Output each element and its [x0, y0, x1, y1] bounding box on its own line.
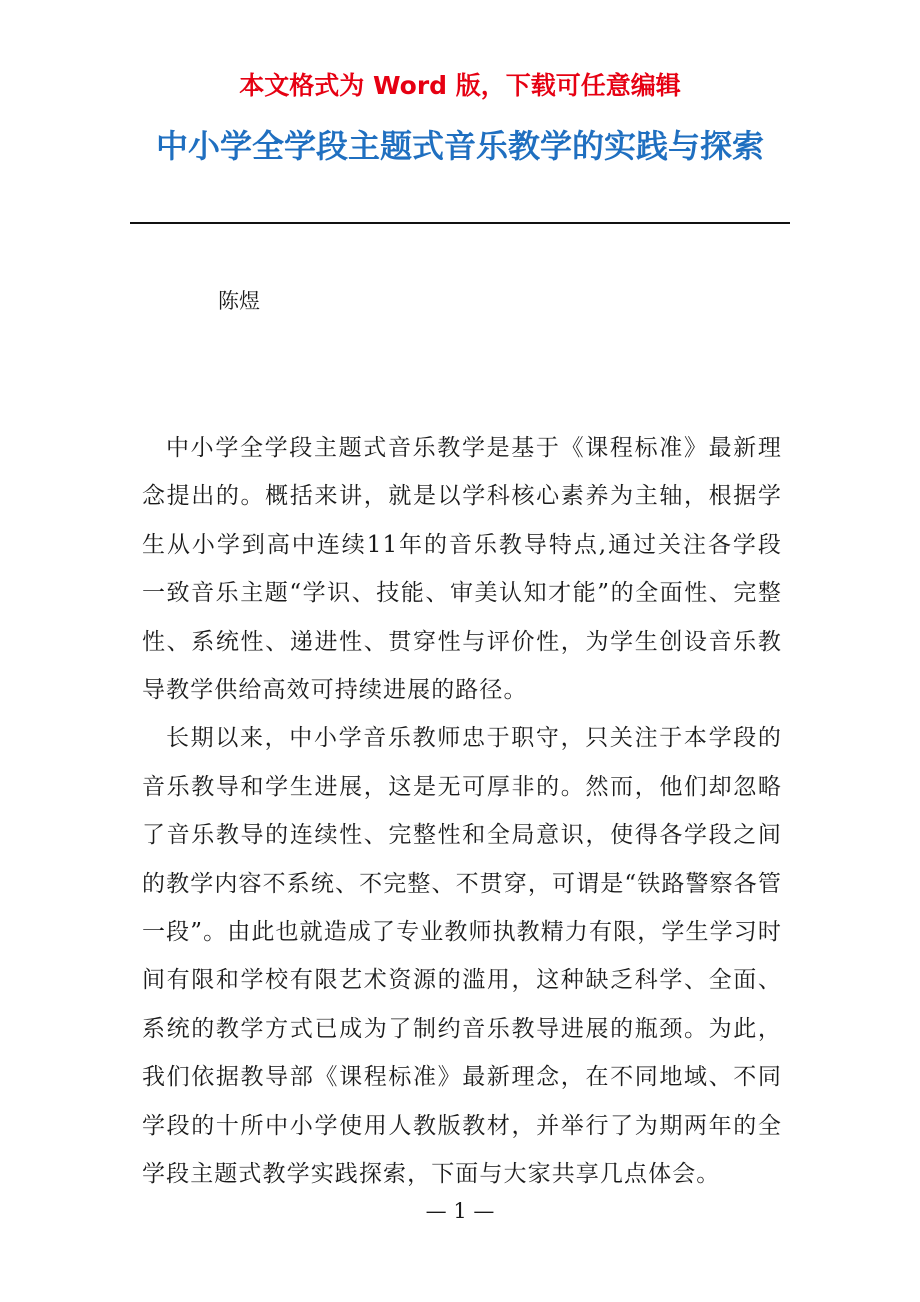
page-number: — 1 — [425, 1199, 495, 1223]
paragraph-intro: 中小学全学段主题式音乐教学是基于《课程标准》最新理念提出的。概括来讲，就是以学科核心素养为主轴，根据学生从小学到高中连续11年的音乐教导特点,通过关注各学段一致音乐主题“学识、技能、审美认知才能”的全面性、完整性、系统性、递进性、贯穿性与评价性，为学生创设音乐教导教学供给高效可持续进展的路径。 [142, 435, 782, 704]
author-name: 陈煜 [218, 289, 260, 313]
document-body [142, 424, 782, 1199]
paragraph-background: 长期以来，中小学音乐教师忠于职守，只关注于本学段的音乐教导和学生进展，这是无可厚非的。然而，他们却忽略了音乐教导的连续性、完整性和全局意识，使得各学段之间的教学内容不系统、不完整、不贯穿，可谓是“铁路警察各管一段”。由此也就造成了专业教师执教精力有限，学生学习时间有限和学校有限艺术资源的滥用，这种缺乏科学、全面、系统的教学方式已成为了制约音乐教导进展的瓶颈。为此，我们依据教导部《课程标准》最新理念，在不同地域、不同学段的十所中小学使用人教版教材，并举行了为期两年的全学段主题式教学实践探索，下面与大家共享几点体会。 [142, 725, 782, 1188]
title-divider [130, 222, 790, 224]
download-banner: 本文格式为 Word 版，下载可任意编辑 [239, 71, 681, 100]
document-title: 中小学全学段主题式音乐教学的实践与探索 [155, 127, 764, 165]
